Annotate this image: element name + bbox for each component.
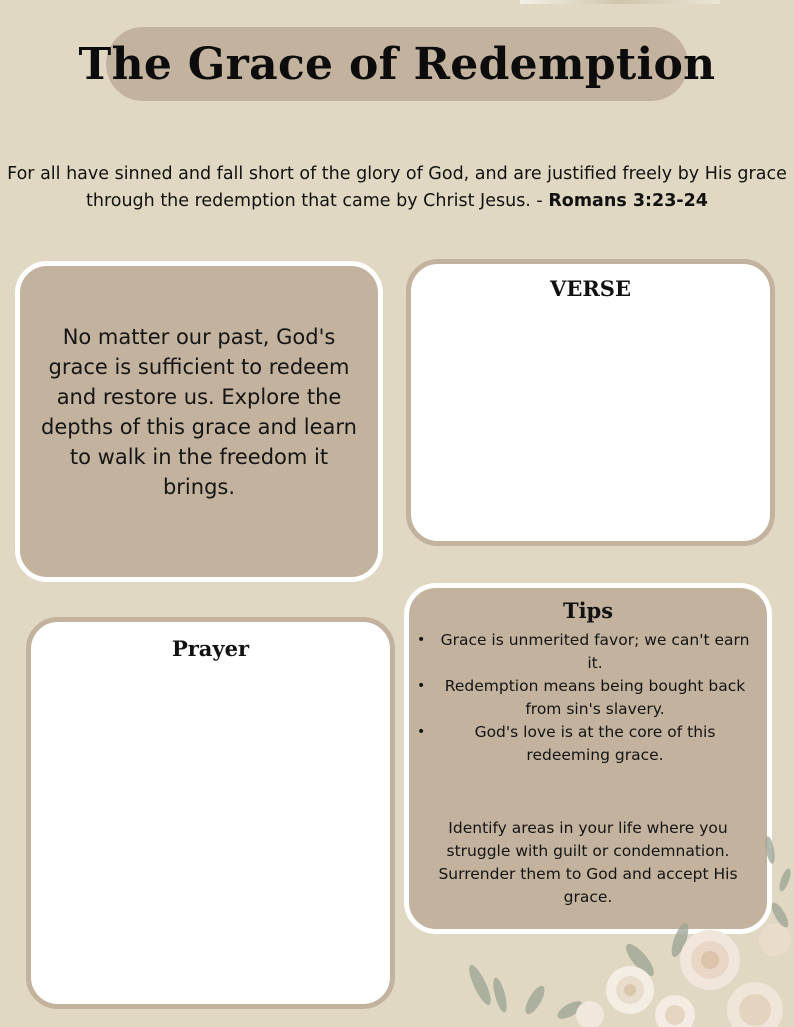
prayer-card[interactable] bbox=[26, 617, 395, 1009]
bullet-icon: • bbox=[417, 632, 426, 648]
tip-item: • God's love is at the core of this redeeming grace. bbox=[417, 723, 716, 764]
scripture-quote bbox=[0, 161, 794, 215]
top-decoration bbox=[520, 0, 720, 4]
verse-heading: VERSE bbox=[550, 276, 631, 301]
intro-card bbox=[15, 261, 383, 582]
scripture-text: For all have sinned and fall short of the glory of God, and are justified freely by His grace through the redemption that came by Christ Jesus. - bbox=[7, 164, 787, 211]
prayer-heading: Prayer bbox=[171, 636, 250, 661]
tips-list bbox=[409, 629, 767, 767]
tip-item: • Grace is unmerited favor; we can't earn it. bbox=[417, 631, 750, 672]
intro-text: No matter our past, God's grace is sufficient to redeem and restore us. Explore the depths of this grace and learn to walk in the freedom it brings. bbox=[40, 324, 357, 499]
verse-card[interactable] bbox=[406, 259, 775, 546]
bullet-icon: • bbox=[417, 724, 426, 740]
title-banner bbox=[78, 27, 716, 101]
scripture-reference: Romans 3:23-24 bbox=[548, 191, 708, 211]
tips-card bbox=[404, 583, 772, 934]
tips-heading: Tips bbox=[562, 598, 614, 623]
bullet-icon: • bbox=[417, 678, 426, 694]
page-title: The Grace of Redemption bbox=[78, 38, 716, 90]
tips-action-text: Identify areas in your life where you struggle with guilt or condemnation. Surrender them to God and accept His grace. bbox=[438, 819, 738, 906]
tip-item: • Redemption means being bought back from sin's slavery. bbox=[417, 677, 746, 718]
